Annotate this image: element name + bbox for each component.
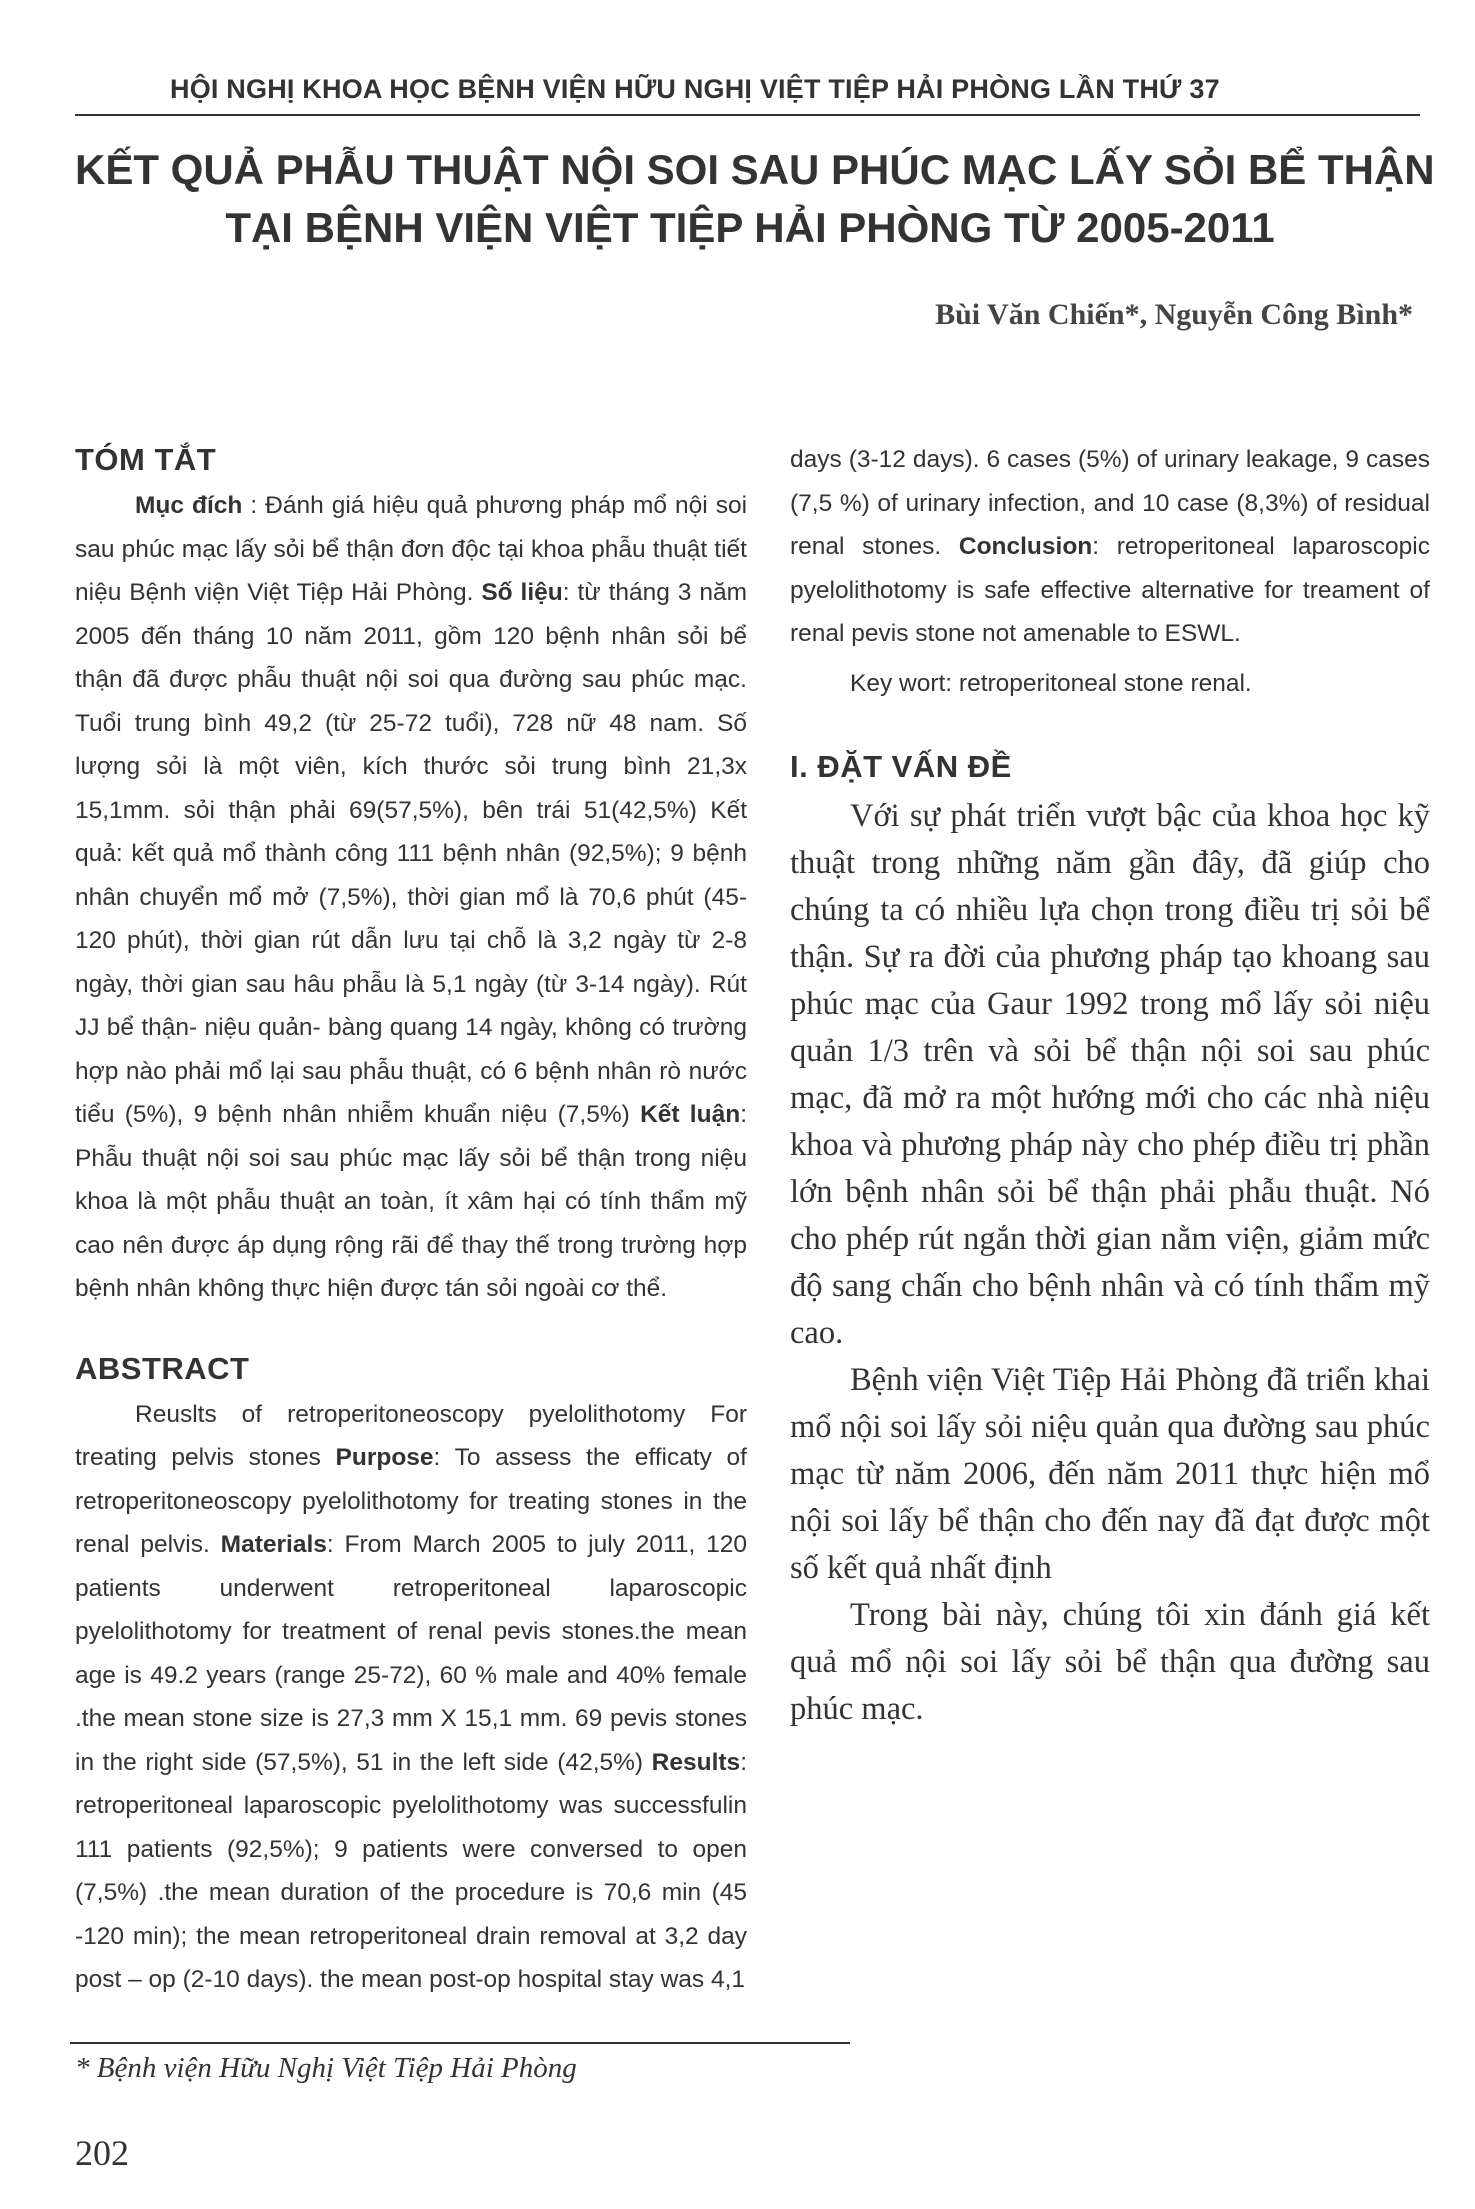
right-column xyxy=(790,438,1430,1733)
paper-title-line-2: TẠI BỆNH VIỆN VIỆT TIỆP HẢI PHÒNG TỪ 2005-2011 xyxy=(225,204,1275,251)
section-1-heading: I. ĐẶT VẤN ĐỀ xyxy=(790,749,1012,784)
section-1-paragraph-3: Trong bài này, chúng tôi xin đánh giá kết quả mổ nội soi lấy sỏi bể thận qua đường sau phúc mạc. xyxy=(790,1597,1430,1727)
conference-header: HỘI NGHỊ KHOA HỌC BỆNH VIỆN HỮU NGHỊ VIỆT TIỆP HẢI PHÒNG LẦN THỨ 37 xyxy=(170,74,1220,104)
data-label: Số liệu xyxy=(481,579,563,606)
section-1-paragraph-2: Bệnh viện Việt Tiệp Hải Phòng đã triển khai mổ nội soi lấy sỏi niệu quản qua đường sau phúc mạc từ năm 2006, đến năm 2011 thực hiện mổ nội soi lấy bể thận cho đến nay đã đạt được một số kết quả nhất định xyxy=(790,1362,1430,1586)
authors: Bùi Văn Chiến*, Nguyễn Công Bình* xyxy=(935,298,1413,331)
abstract-materials-label: Materials xyxy=(220,1531,327,1558)
purpose-label: Mục đích xyxy=(135,492,243,519)
conclusion-text: : Phẫu thuật nội soi sau phúc mạc lấy sỏi bể thận trong niệu khoa là một phẫu thuật an toàn, ít xâm hại có tính thẩm mỹ cao nên được áp dụng rộng rãi để thay thế trong trường hợp bệnh nhân không thực hiện được tán sỏi ngoài cơ thể. xyxy=(75,1101,747,1302)
abstract-purpose-label: Purpose xyxy=(335,1444,434,1471)
abstract-conclusion-text: : retroperitoneal laparoscopic pyelolithotomy is safe effective alternative for treament of renal pevis stone not amenable to ESWL. xyxy=(790,533,1430,647)
abstract-materials-text: : From March 2005 to july 2011, 120 patients underwent retroperitoneal laparoscopic pyelolithotomy for treatment of renal pevis stones.the mean age is 49.2 years (range 25-72), 60 % male and 40% female .the mean stone size is 27,3 mm X 15,1 mm. 69 pevis stones in the right side (57,5%), 51 in the left side (42,5%) xyxy=(75,1531,748,1776)
conclusion-label: Kết luận xyxy=(640,1101,741,1128)
footnote: * Bệnh viện Hữu Nghị Việt Tiệp Hải Phòng xyxy=(75,2052,577,2084)
abstract-results-label: Results xyxy=(651,1748,741,1776)
left-column xyxy=(75,438,747,2002)
summary-paragraph xyxy=(75,484,747,1311)
abstract-purpose-text: : To assess the efficaty of retroperitoneoscopy pyelolithotomy for treating stones in the renal pelvis. xyxy=(75,1444,747,1558)
abstract-paragraph-continued xyxy=(790,438,1430,656)
paper-title-line-1: KẾT QUẢ PHẪU THUẬT NỘI SOI SAU PHÚC MẠC LẤY SỎI BỂ THẬN xyxy=(75,146,1435,193)
abstract-conclusion-label: Conclusion xyxy=(958,533,1093,560)
data-text: : từ tháng 3 năm 2005 đến tháng 10 năm 2011, gồm 120 bệnh nhân sỏi bể thận đã được phẫu thuật nội soi qua đường sau phúc mạc. Tuổi trung bình 49,2 (từ 25-72 tuổi), 728 nữ 48 nam. Số lượng sỏi là một viên, kích thước sỏi trung bình 21,3x 15,1mm. sỏi thận phải 69(57,5%), bên trái 51(42,5%) Kết quả: kết quả mổ thành công 111 bệnh nhân (92,5%); 9 bệnh nhân chuyển mổ mở (7,5%), thời gian mổ là 70,6 phút (45-120 phút), thời gian rút dẫn lưu tại chỗ là 3,2 ngày từ 2-8 ngày, thời gian sau hâu phẫu là 5,1 ngày (từ 3-14 ngày). Rút JJ bể thận- niệu quản- bàng quang 14 ngày, không có trường hợp nào phải mổ lại sau phẫu thuật, có 6 bệnh nhân rò nước tiểu (5%), 9 bệnh nhân nhiễm khuẩn niệu (7,5%) xyxy=(75,579,747,1128)
summary-heading: TÓM TẮT xyxy=(75,442,217,477)
abstract-results-text: days (3-12 days). 6 cases (5%) of urinary leakage, 9 cases (7,5 %) of urinary infection, and 10 case (8,3%) of residual renal stones. xyxy=(790,446,1430,560)
page-number: 202 xyxy=(75,2133,129,2173)
section-1-paragraph-1: Với sự phát triển vượt bậc của khoa học kỹ thuật trong những năm gần đây, đã giúp cho chúng ta có nhiều lựa chọn trong điều trị sỏi bể thận. Sự ra đời của phương pháp tạo khoang sau phúc mạc của Gaur 1992 trong mổ lấy sỏi niệu quản 1/3 trên và sỏi bể thận nội soi sau phúc mạc, đã mở ra một hướng mới cho các nhà niệu khoa và phương pháp này cho phép điều trị phần lớn bệnh nhân sỏi bể thận phải phẫu thuật. Nó cho phép rút ngắn thời gian nằm viện, giảm mức độ sang chấn cho bệnh nhân và có tính thẩm mỹ cao. xyxy=(790,798,1430,1351)
abstract-results-text-part: : retroperitoneal laparoscopic pyelolithotomy was successfulin 111 patients (92,5%); 9 patients were conversed to open (7,5%) .the mean duration of the procedure is 70,6 min (45 -120 min); the mean retroperitoneal drain removal at 3,2 day post – op (2-10 days). the mean post-op hospital stay was 4,1 xyxy=(75,1748,747,1993)
header-rule xyxy=(75,114,1420,116)
abstract-heading: ABSTRACT xyxy=(75,1350,250,1386)
keywords: Key wort: retroperitoneal stone renal. xyxy=(850,669,1252,697)
abstract-paragraph xyxy=(75,1393,747,2002)
abstract-intro-text: Reuslts of retroperitoneoscopy pyelolithotomy For treating pelvis stones xyxy=(75,1400,747,1471)
purpose-text: : Đánh giá hiệu quả phương pháp mổ nội soi sau phúc mạc lấy sỏi bể thận đơn độc tại khoa phẫu thuật tiết niệu Bệnh viện Việt Tiệp Hải Phòng. xyxy=(75,492,748,606)
footnote-rule xyxy=(70,2042,850,2044)
